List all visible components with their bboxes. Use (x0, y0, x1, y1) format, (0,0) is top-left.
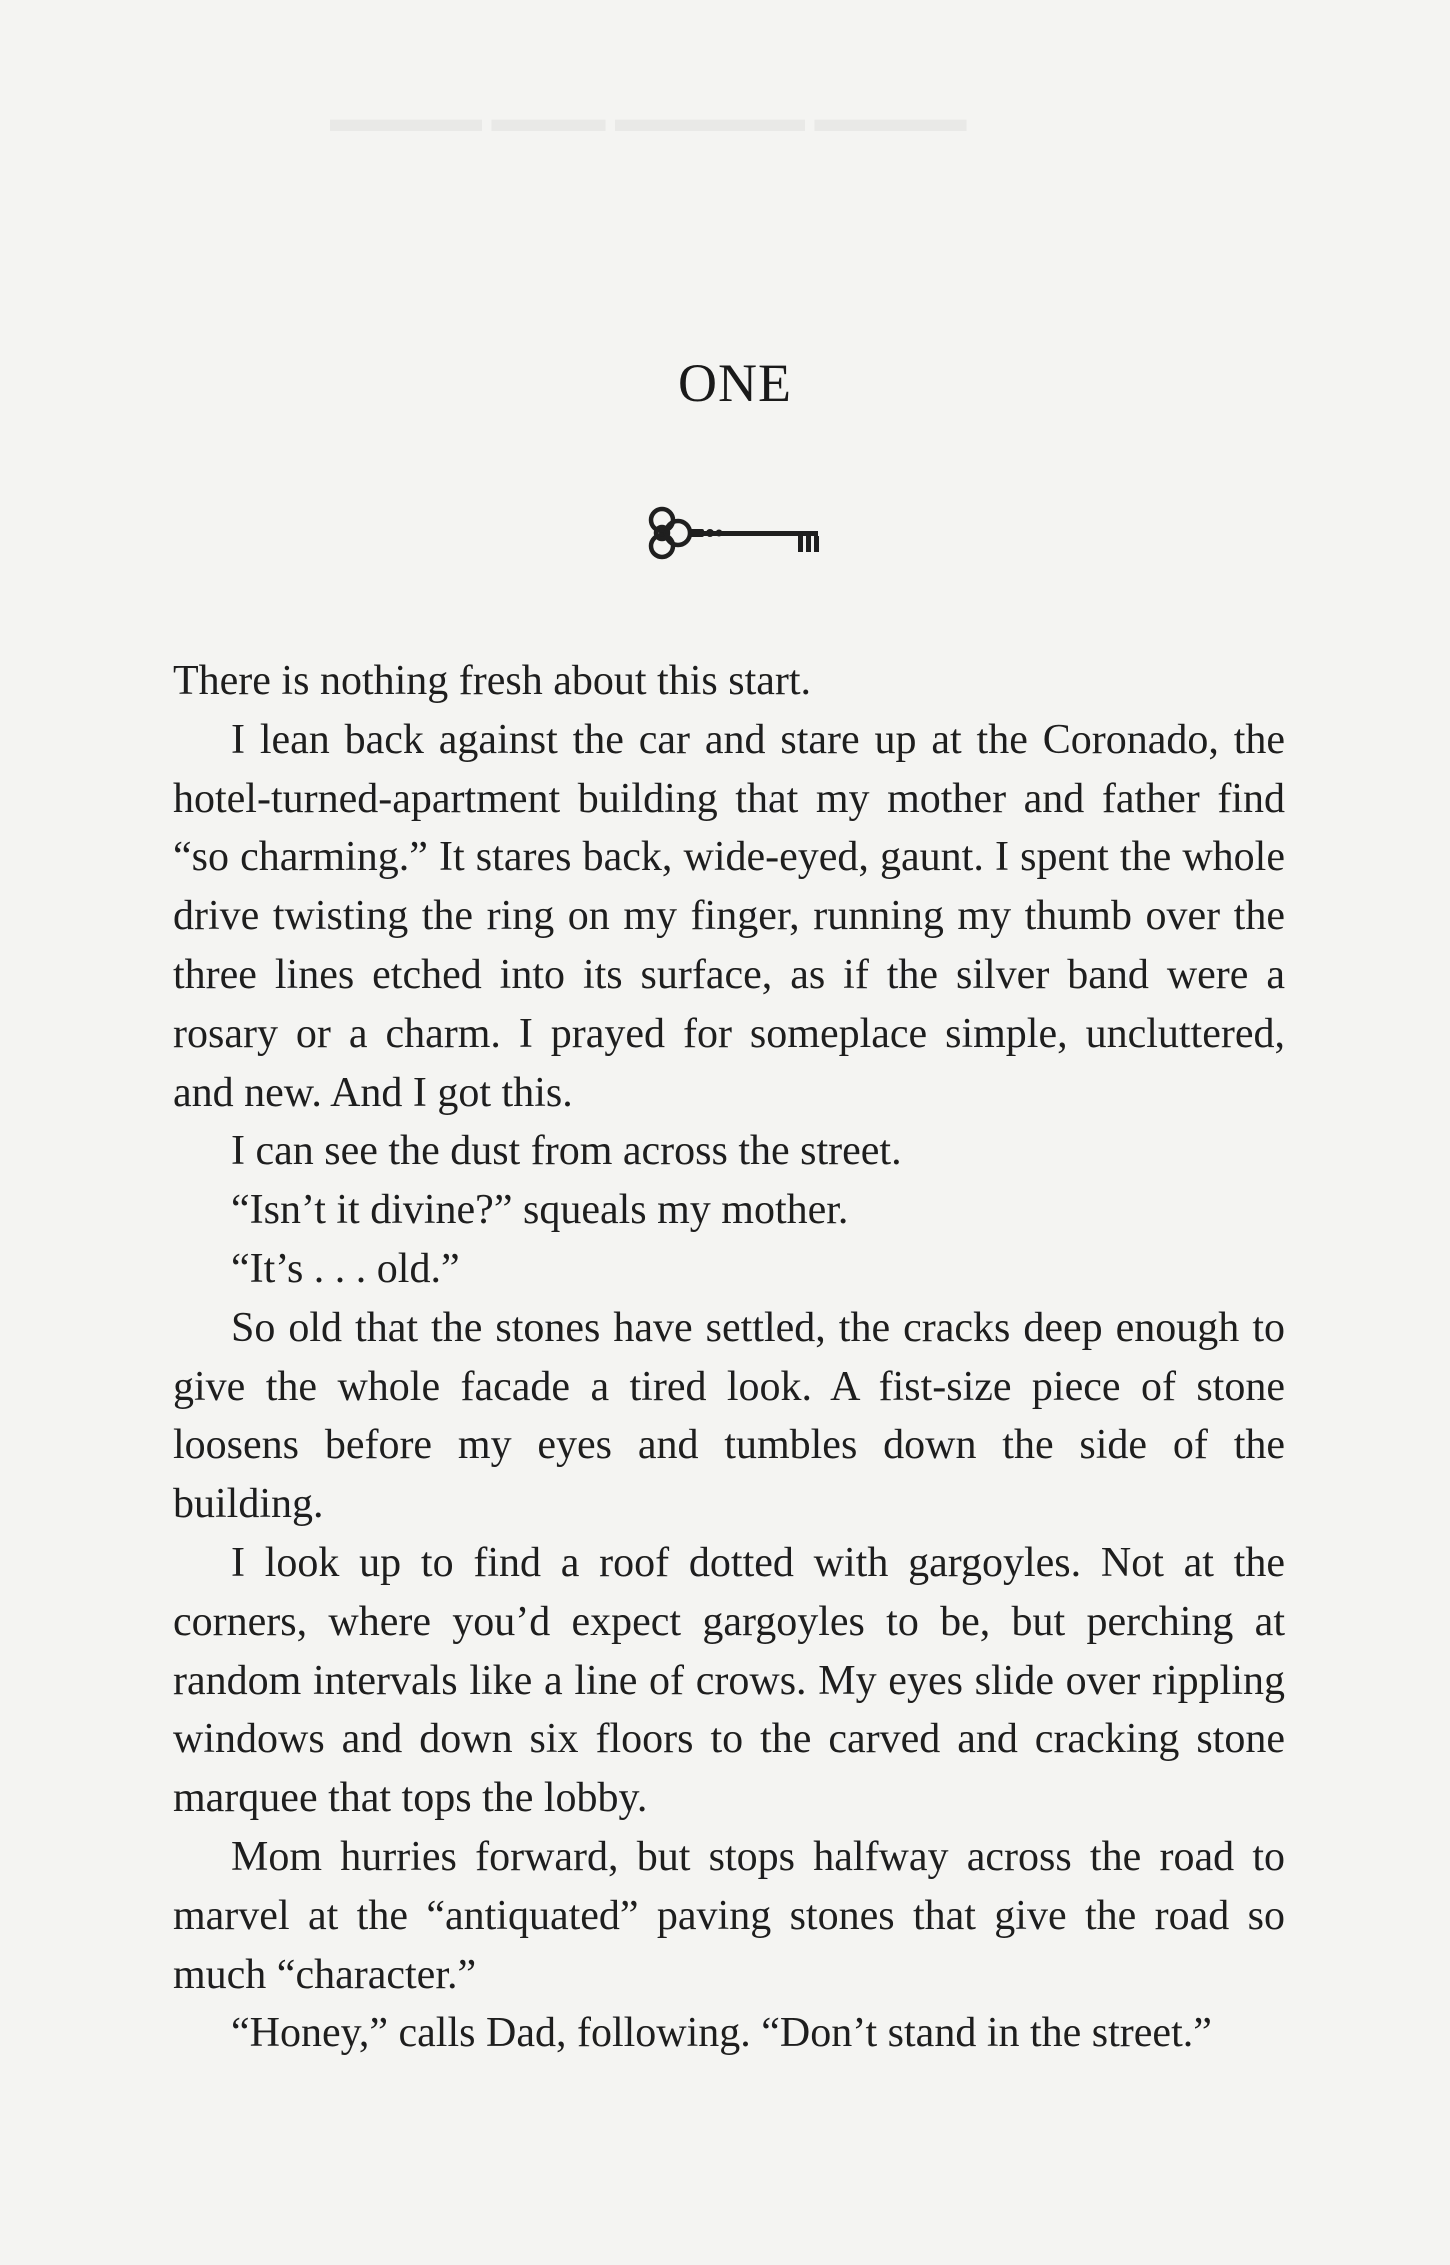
paragraph: I look up to find a roof dotted with gargoyles. Not at the corners, where you’d expect gargoyles to be, but perching at random intervals like a line of crows. My eyes slide over rippling windows and down six floors to the carved and cracking stone marquee that tops the lobby. (173, 1539, 1285, 1822)
paragraph: I lean back against the car and stare up at the Coronado, the hotel-turned-apartment building that my mother and father find “so charming.” It stares back, wide-eyed, gaunt. I spent the whole drive twisting the ring on my finger, running my thumb over the three lines etched into its surface, as if the silver band were a rosary or a charm. I prayed for someplace simple, uncluttered, and new. And I got this. (173, 716, 1285, 1116)
paragraph: There is nothing fresh about this start. (173, 658, 812, 704)
paragraph: “It’s . . . old.” (231, 1245, 460, 1292)
paragraph: “Honey,” calls Dad, following. “Don’t stand in the street.” (231, 2010, 1212, 2057)
paragraph: I can see the dust from across the street. (231, 1128, 902, 1175)
chapter-title: ONE (678, 353, 792, 413)
paragraph: Mom hurries forward, but stops halfway across the road to marvel at the “antiquated” paving stones that give the road so much “character.” (173, 1833, 1285, 1998)
chapter-body (173, 652, 1285, 2063)
paragraph: “Isn’t it divine?” squeals my mother. (231, 1187, 849, 1234)
key-icon (640, 500, 830, 570)
paragraph: So old that the stones have settled, the cracks deep enough to give the whole facade a tired look. A fist-size piece of stone loosens before my eyes and tumbles down the side of the building. (173, 1304, 1285, 1528)
